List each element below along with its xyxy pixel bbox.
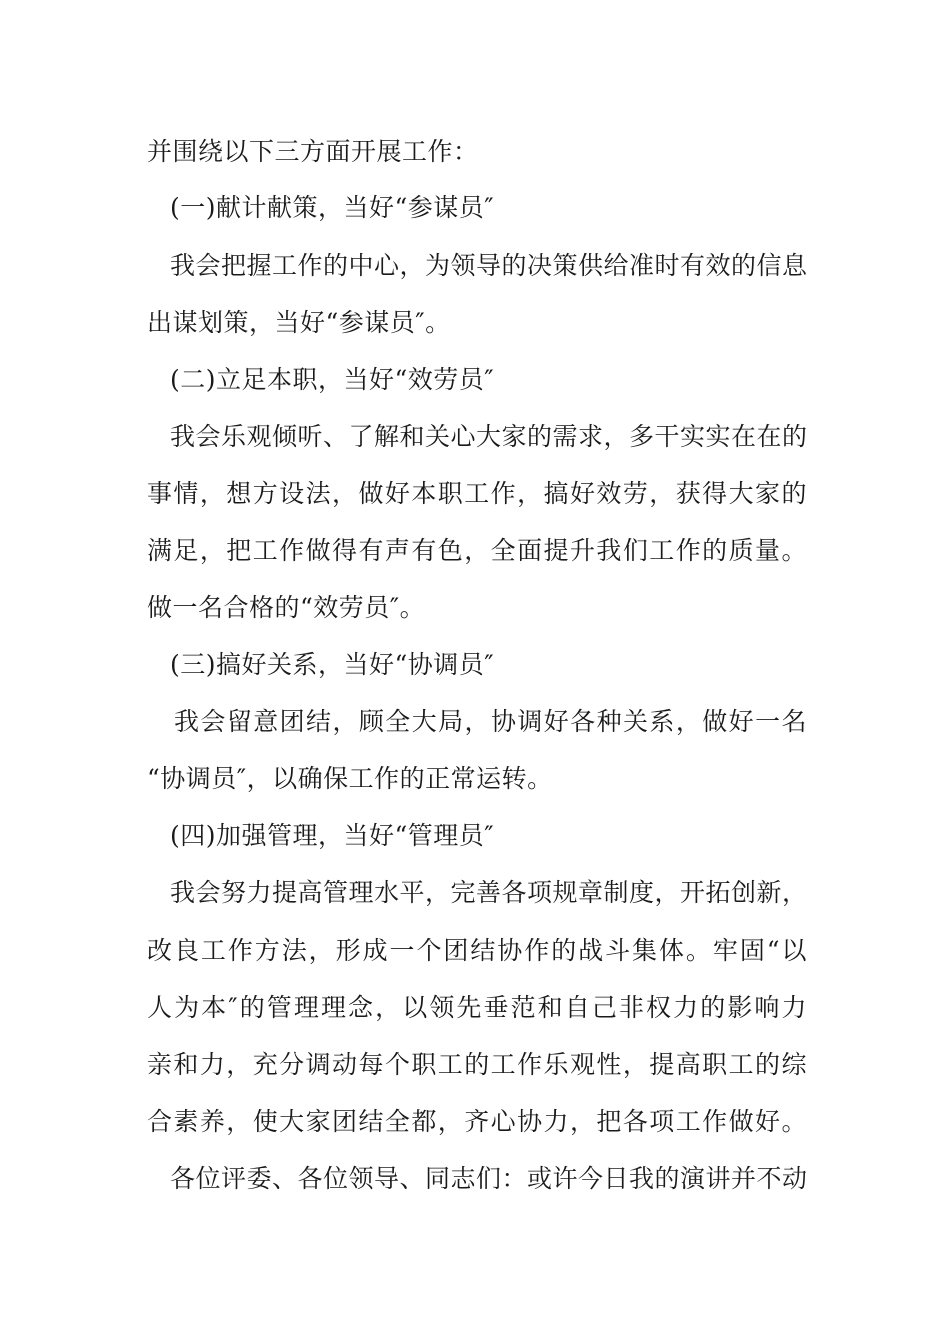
text-line: 我会留意团结，顾全大局，协调好各种关系，做好一名 [174,707,807,736]
text-line: “协调员″，以确保工作的正常运转。 [147,764,553,793]
text-line: 我会把握工作的中心，为领导的决策供给准时有效的信息 [170,251,808,280]
text-line: 改良工作方法，形成一个团结协作的战斗集体。牢固“以 [147,936,807,965]
section-heading: (三)搞好关系，当好“协调员″ [170,650,495,679]
text-line: 事情，想方设法，做好本职工作，搞好效劳，获得大家的 [147,479,807,508]
text-line: 我会努力提高管理水平，完善各项规章制度，开拓创新， [170,878,808,907]
section-heading: (四)加强管理，当好“管理员″ [170,821,495,850]
text-line: 满足，把工作做得有声有色，全面提升我们工作的质量。 [147,536,807,565]
text-line: 人为本″的管理理念，以领先垂范和自己非权力的影响力 [147,993,807,1022]
text-line: 合素养，使大家团结全都，齐心协力，把各项工作做好。 [147,1107,807,1136]
text-line: 我会乐观倾听、了解和关心大家的需求，多干实实在在的 [170,422,808,451]
text-line: 并围绕以下三方面开展工作： [147,137,479,166]
text-line: 出谋划策，当好“参谋员″。 [147,308,451,337]
section-heading: (一)献计献策，当好“参谋员″ [170,193,495,222]
text-line: 做一名合格的“效劳员″。 [147,593,426,622]
text-line: 亲和力，充分调动每个职工的工作乐观性，提高职工的综 [147,1050,807,1079]
text-line: 各位评委、各位领导、同志们：或许今日我的演讲并不动 [170,1164,808,1193]
section-heading: (二)立足本职，当好“效劳员″ [170,365,495,394]
